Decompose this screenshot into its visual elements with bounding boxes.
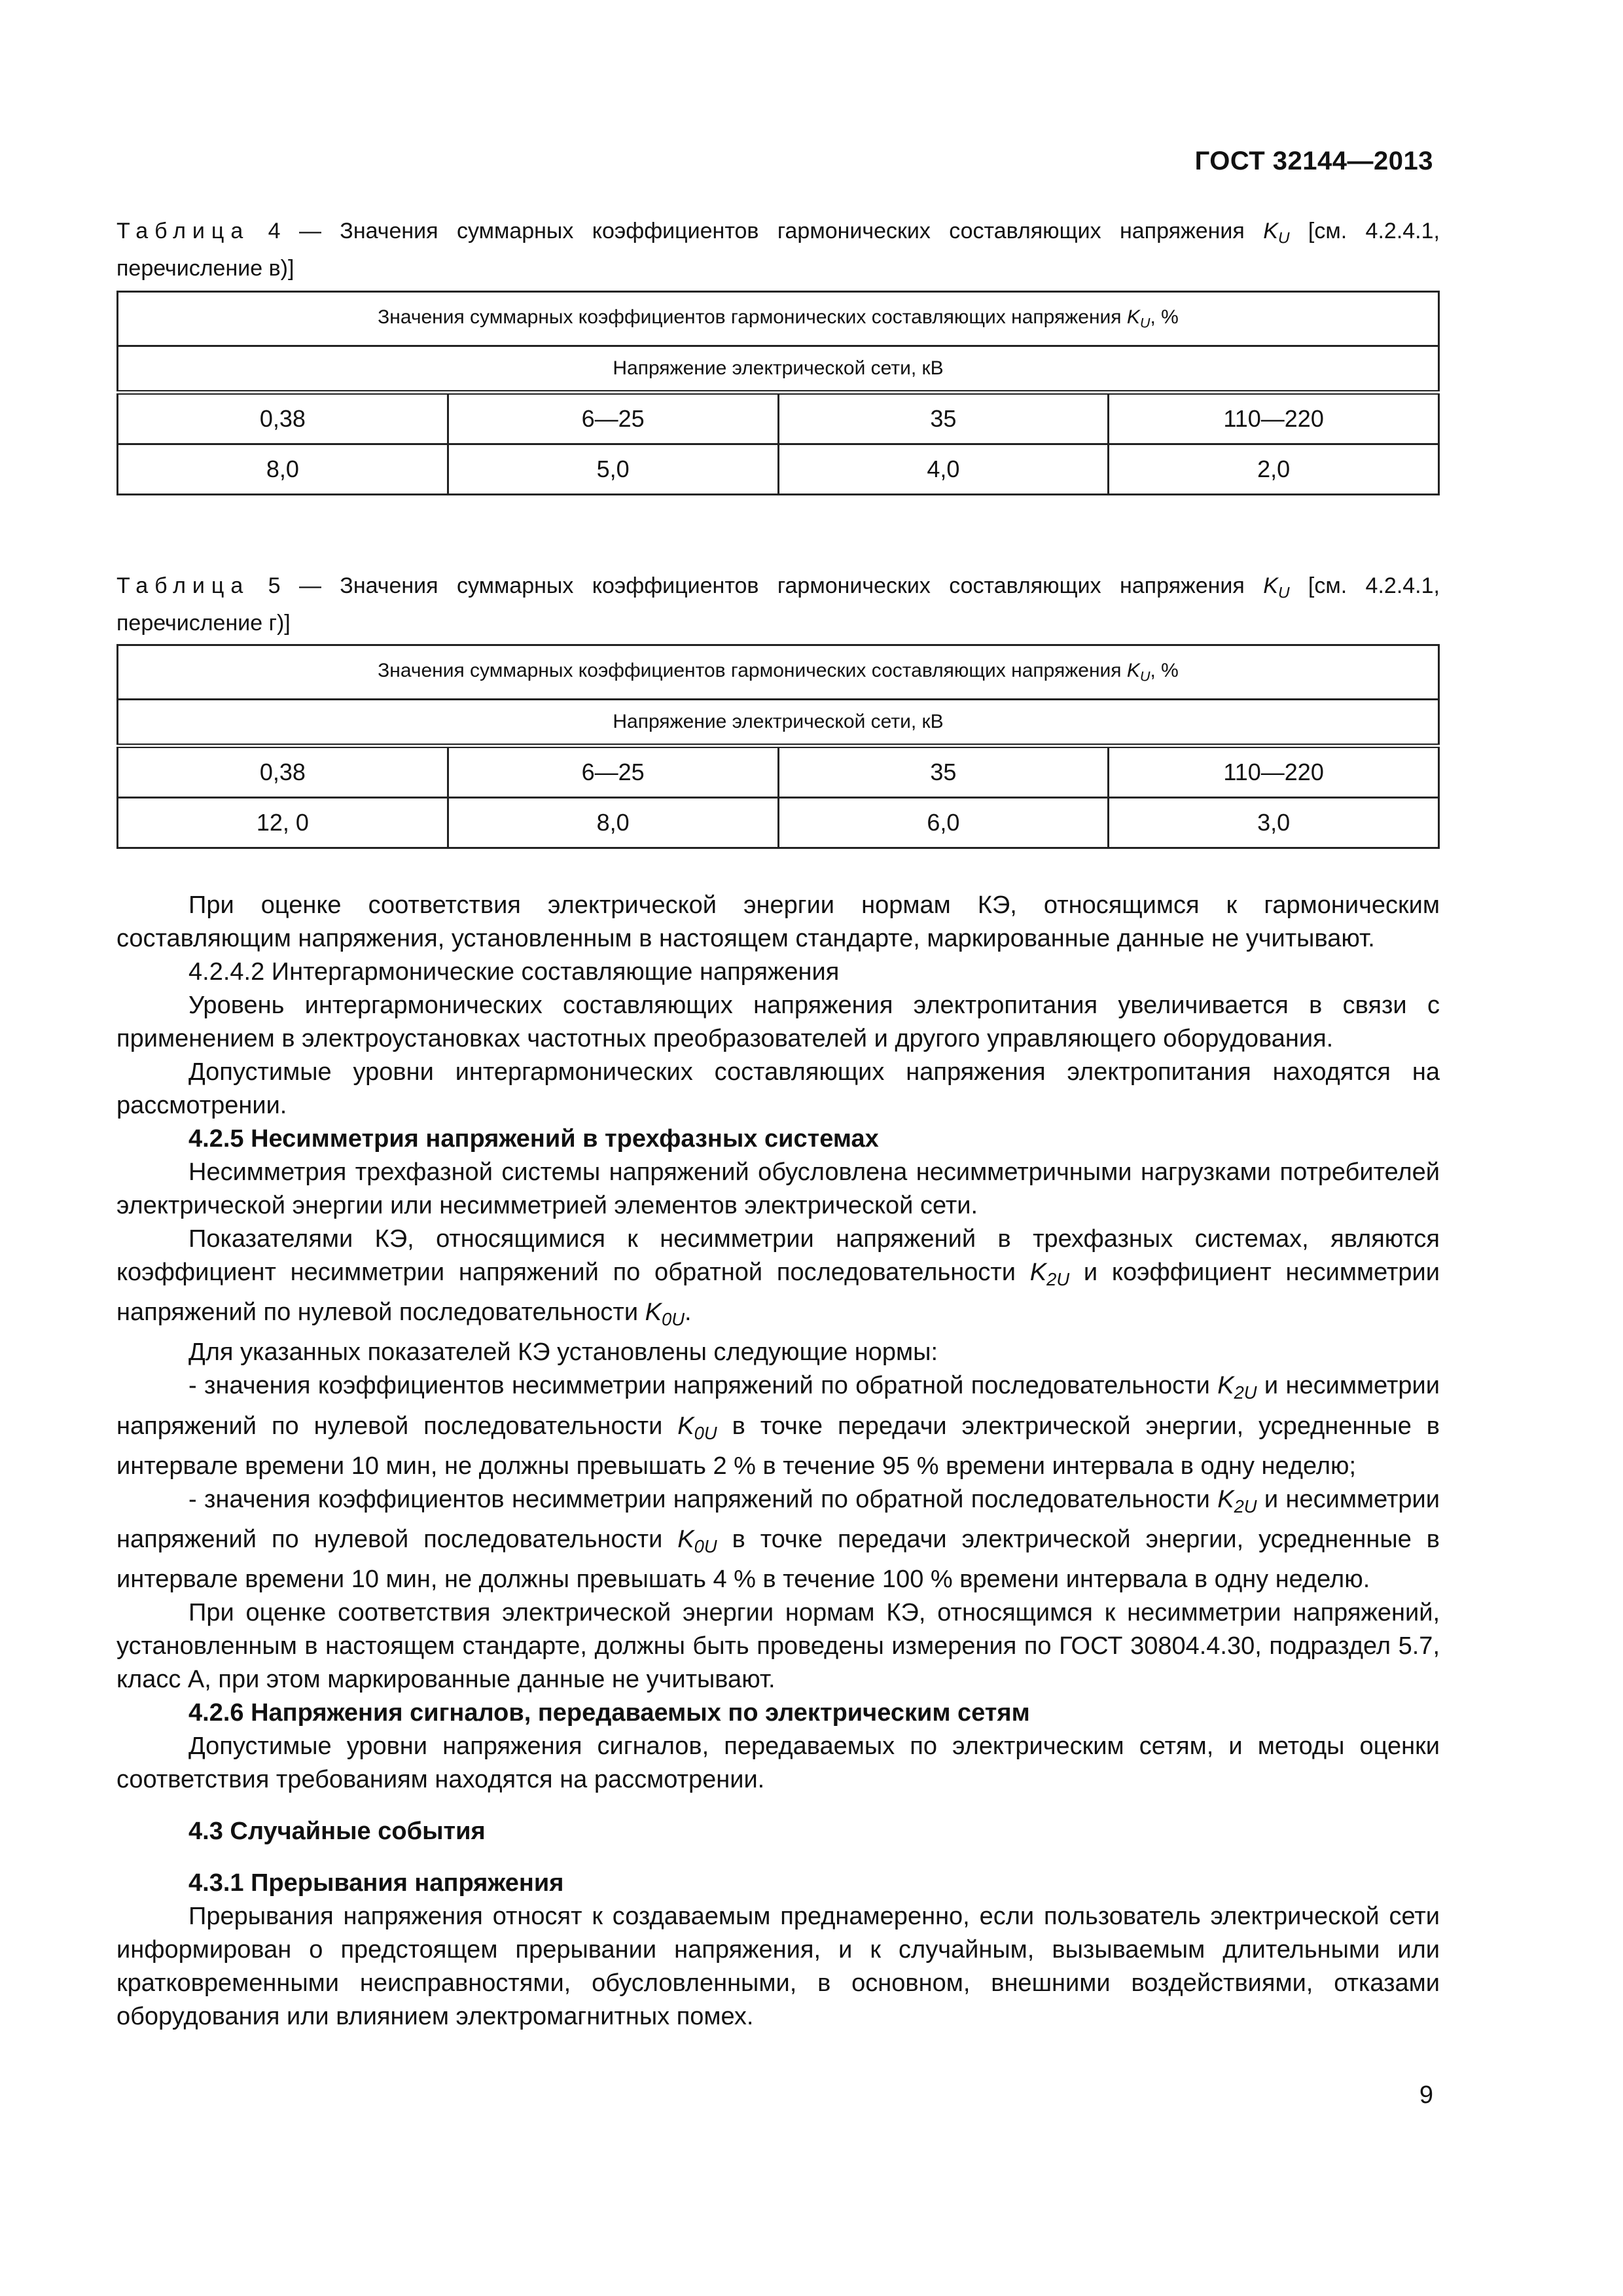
paragraph: Уровень интергармонических составляющих напряжения электропитания увеличивается в связи с применением в электроустановках частотных преобразователей и другого управляющего оборудования. (116, 992, 1440, 1052)
page-number: 9 (1419, 2081, 1433, 2109)
table4-value-cell: 5,0 (448, 444, 778, 495)
table5-caption-k: K (1263, 573, 1278, 598)
table-5 (116, 644, 1440, 849)
list-item (116, 1369, 1440, 1482)
symbol-subscript: 0U (694, 1536, 717, 1557)
paragraph: Допустимые уровни интергармонических составляющих напряжения электропитания находятся на рассмотрении. (116, 1058, 1440, 1119)
table5-value-cell: 12, 0 (118, 798, 448, 848)
text-run: - значения коэффициентов несимметрии напряжений по обратной последовательности (188, 1372, 1218, 1400)
table-row (118, 798, 1439, 848)
list-item (116, 1483, 1440, 1596)
table5-caption-symbol (1263, 573, 1290, 602)
section-heading-4-2-5: 4.2.5 Несимметрия напряжений в трехфазных системах (188, 1125, 879, 1153)
subsection-title: 4.2.4.2 Интергармонические составляющие напряжения (188, 958, 840, 986)
table4-caption-k-sub: U (1277, 229, 1290, 247)
paragraph: Несимметрия трехфазной системы напряжений обусловлена несимметричными нагрузками потребителей электрической энергии или несимметрией элементов электрической сети. (116, 1158, 1440, 1219)
table4-header-symbol (1126, 306, 1150, 331)
symbol-subscript: 2U (1234, 1382, 1257, 1403)
text-run: и несимметрии напряжений по нулевой последовательности (116, 1485, 1440, 1554)
symbol-k0u (677, 1526, 717, 1557)
table4-voltage-cell: 0,38 (118, 393, 448, 444)
table4-header-k-sub: U (1139, 314, 1150, 331)
symbol-subscript: 2U (1046, 1269, 1070, 1290)
table-4 (116, 291, 1440, 495)
text-run: и коэффициент несимметрии напряжений по нулевой последовательности (116, 1259, 1440, 1327)
section-heading-4-2-6: 4.2.6 Напряжения сигналов, передаваемых по электрическим сетям (188, 1699, 1030, 1727)
text-run: Показателями КЭ, относящимися к несимметрии напряжений в трехфазных системах, являются коэффициент несимметрии напряжений по обратной последовательности (116, 1225, 1440, 1286)
table5-voltage-cell: 0,38 (118, 746, 448, 798)
table5-header-tail: , % (1150, 659, 1179, 681)
table5-caption-k-sub: U (1277, 584, 1290, 602)
text-run: и несимметрии напряжений по нулевой последовательности (116, 1372, 1440, 1440)
table-row (118, 746, 1439, 798)
symbol-k2u (1217, 1372, 1257, 1403)
table4-voltage-cell: 6—25 (448, 393, 778, 444)
table4-caption-tail: [см. 4.2.4.1, перечисление в)] (116, 219, 1440, 281)
table5-caption-tail: [см. 4.2.4.1, перечисление г)] (116, 573, 1440, 636)
table5-voltage-cell: 6—25 (448, 746, 778, 798)
table-row (118, 444, 1439, 495)
symbol-letter: K (1217, 1485, 1234, 1513)
section-heading-4-3-1: 4.3.1 Прерывания напряжения (188, 1869, 564, 1897)
table5-voltage-cell: 110—220 (1109, 746, 1439, 798)
table-row (118, 393, 1439, 444)
table5-value-cell: 6,0 (778, 798, 1109, 848)
table4-value-cell: 8,0 (118, 444, 448, 495)
symbol-letter: K (1029, 1259, 1047, 1286)
paragraph: При оценке соответствия электрической энергии нормам КЭ, относящимся к гармоническим составляющим напряжения, установленным в настоящем стандарте, маркированные данные не учитывают. (116, 891, 1440, 952)
table5-header-k-sub: U (1139, 668, 1150, 685)
table5-header-voltage: Напряжение электрической сети, кВ (118, 700, 1439, 746)
table4-header-voltage: Напряжение электрической сети, кВ (118, 346, 1439, 393)
symbol-letter: K (645, 1299, 662, 1327)
table5-voltage-cell: 35 (778, 746, 1109, 798)
table5-header-values (118, 645, 1439, 700)
text-run: . (684, 1299, 692, 1327)
table4-header-text: Значения суммарных коэффициентов гармонических составляющих напряжения (378, 306, 1127, 328)
table5-caption (116, 571, 1440, 639)
symbol-letter: K (1217, 1372, 1234, 1400)
table4-value-cell: 4,0 (778, 444, 1109, 495)
section-heading-4-3: 4.3 Случайные события (188, 1818, 486, 1846)
table4-value-cell: 2,0 (1109, 444, 1439, 495)
text-run: в точке передачи электрической энергии, усредненные в интервале времени 10 мин, не должны превышать 2 % в течение 95 % времени интервала в одну неделю; (116, 1412, 1440, 1480)
table5-caption-prefix: Таблица (116, 573, 250, 598)
paragraph: При оценке соответствия электрической энергии нормам КЭ, относящимся к несимметрии напряжений, установленным в настоящем стандарте, должны быть проведены измерения по ГОСТ 30804.4.30, подраздел 5.7, класс А, при этом маркированные данные не учитывают. (116, 1599, 1440, 1694)
symbol-letter: K (677, 1412, 694, 1440)
table4-caption-symbol (1263, 219, 1290, 247)
table4-header-tail: , % (1150, 306, 1179, 328)
symbol-k0u (645, 1299, 685, 1330)
table5-header-text: Значения суммарных коэффициентов гармонических составляющих напряжения (378, 659, 1127, 681)
text-run: - значения коэффициентов несимметрии напряжений по обратной последовательности (188, 1485, 1218, 1513)
symbol-letter: K (677, 1526, 694, 1554)
table4-header-values (118, 292, 1439, 346)
body-text (116, 889, 1440, 2034)
symbol-k0u (677, 1412, 717, 1443)
text-run: в точке передачи электрической энергии, усредненные в интервале времени 10 мин, не должны превышать 4 % в течение 100 % времени интервала в одну неделю. (116, 1526, 1440, 1594)
table5-caption-text: 5 — Значения суммарных коэффициентов гармонических составляющих напряжения (249, 573, 1264, 598)
table4-header-k: K (1126, 306, 1140, 328)
table5-header-symbol (1126, 659, 1150, 685)
paragraph (116, 1223, 1440, 1336)
table4-voltage-cell: 35 (778, 393, 1109, 444)
table4-caption-text: 4 — Значения суммарных коэффициентов гармонических составляющих напряжения (249, 219, 1264, 243)
symbol-subscript: 2U (1234, 1496, 1257, 1517)
paragraph: Для указанных показателей КЭ установлены следующие нормы: (188, 1338, 938, 1367)
symbol-k2u (1217, 1485, 1257, 1517)
document-id: ГОСТ 32144—2013 (1194, 147, 1433, 175)
symbol-subscript: 0U (694, 1422, 717, 1443)
table5-value-cell: 3,0 (1109, 798, 1439, 848)
paragraph: Прерывания напряжения относят к создаваемым преднамеренно, если пользователь электрической сети информирован о предстоящем прерывании напряжения, и к случайным, вызываемым длительными или кратковременными неисправностями, обусловленными, в основном, внешними воздействиями, отказами оборудования или влиянием электромагнитных помех. (116, 1903, 1440, 2031)
table5-header-k: K (1126, 659, 1140, 681)
table5-value-cell: 8,0 (448, 798, 778, 848)
symbol-k2u (1029, 1259, 1070, 1290)
table4-caption-k: K (1263, 219, 1278, 243)
table4-voltage-cell: 110—220 (1109, 393, 1439, 444)
table4-caption (116, 216, 1440, 284)
paragraph: Допустимые уровни напряжения сигналов, передаваемых по электрическим сетям, и методы оценки соответствия требованиям находятся на рассмотрении. (116, 1732, 1440, 1794)
symbol-subscript: 0U (661, 1309, 685, 1330)
table4-caption-prefix: Таблица (116, 219, 250, 243)
